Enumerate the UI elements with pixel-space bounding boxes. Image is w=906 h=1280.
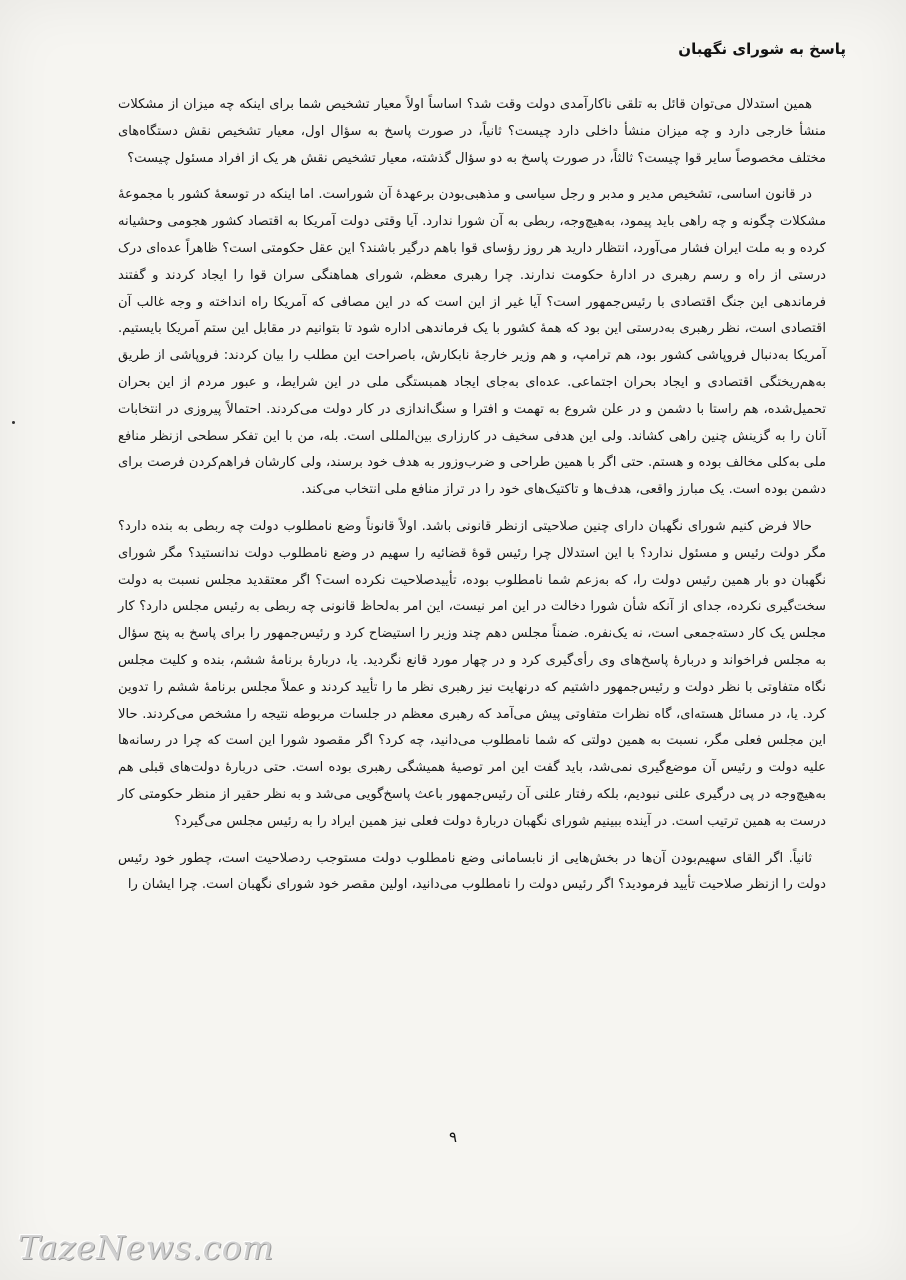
paragraph-2: در قانون اساسی، تشخیص مدیر و مدبر و رجل سیاسی و مذهبی‌بودن برعهدهٔ آن شوراست. اما اینکه در توسعهٔ کشور با مجموعهٔ مشکلات چگونه و چه راهی باید پیمود، به‌هیچ‌وجه، ربطی به آن شورا ندارد. آیا وقتی دولت آمریکا به اقتصاد کشور هجومی وحشیانه کرده و به ملت ایران فشار می‌آورد، انتظار دارید هر روز رؤسای قوا باهم درگیر باشند؟ این عقل حکومتی است؟ ظاهراً عده‌ای درک درستی از راه و رسم رهبری در ادارهٔ حکومت ندارند. چرا رهبری معظم، شورای هماهنگی سران قوا را ایجاد کردند و گفتند فرماندهی این جنگ اقتصادی با رئیس‌جمهور است؟ آیا غیر از این است که در این مصافی که آمریکا راه انداخته و وجه غالب آن اقتصادی است، نظر رهبری به‌درستی این بود که همهٔ کشور با یک فرماندهی اداره شود تا بتوانیم در مقابل این ستم آمریکا بایستیم. آمریکا به‌دنبال فروپاشی کشور بود، هم ترامپ، و هم وزیر خارجهٔ نابکارش، باصراحت این مطلب را بیان کردند: فروپاشی از طریق به‌هم‌ریختگی اقتصادی و ایجاد بحران اجتماعی. عده‌ای به‌جای ایجاد همبستگی ملی در این شرایط، و عبور مردم از این بحران تحمیل‌شده، هم راستا با دشمن و در علن شروع به تهمت و افترا و سنگ‌اندازی در کار دولت می‌کردند. احتمالاً پیروزی در انتخابات آنان را به گزینش چنین راهی کشاند. ولی این هدفی سخیف در کارزاری بین‌المللی است. بله، من با این تفکر سطحی ازنظر منافع ملی به‌کلی مخالف بوده و هستم. حتی اگر با همین طراحی و ضرب‌وزور به هدف خود برسند، ولی کارشان فراهم‌کردن فرصت برای دشمن بوده است. یک مبارز واقعی، هدف‌ها و تاکتیک‌های خود را در تراز منافع ملی انتخاب می‌کند.: [118, 187, 826, 498]
watermark-logo: TazeNews.com: [18, 1228, 274, 1267]
paragraph-3: حالا فرض کنیم شورای نگهبان دارای چنین صلاحیتی ازنظر قانونی باشد. اولاً قانوناً وضع نامطلوب دولت چه ربطی به بنده دارد؟ مگر دولت رئیس و مسئول ندارد؟ با این استدلال چرا رئیس قوهٔ قضائیه را سهیم در وضع نامطلوب دولت ندانستید؟ مگر شورای نگهبان دو بار همین رئیس دولت را، که به‌زعم شما نامطلوب بوده، تأییدصلاحیت نکرده است؟ اگر معتقدید مجلس نسبت به دولت سخت‌گیری نکرده، جدای از آنکه شأن شورا دخالت در این امر نیست، این امر به‌لحاظ قانونی چه ربطی به رئیس مجلس دارد؟ کار مجلس یک کار دسته‌جمعی است، نه یک‌نفره. ضمناً مجلس دهم چند وزیر را استیضاح کرد و رئیس‌جمهور را برای پاسخ به پنج سؤال به مجلس فراخواند و دربارهٔ پاسخ‌های وی رأی‌گیری کرد و در چهار مورد قانع نگردید. یا، دربارهٔ برنامهٔ ششم، بنده و کلیت مجلس نگاه متفاوتی با نظر دولت و رئیس‌جمهور داشتیم که درنهایت نیز رهبری نظر ما را تأیید کردند و عملاً مجلس برنامهٔ ششم را تدوین کرد. یا، در مسائل هسته‌ای، گاه نظرات متفاوتی پیش می‌آمد که رهبری معظم در جلسات مربوطه نتیجه را مشخص می‌کردند. حالا این مجلس فعلی مگر، نسبت به همین دولتی که شما نامطلوب می‌دانید، چه کرد؟ اگر مقصود شورا این است که چرا در رسانه‌ها علیه دولت و رئیس آن موضع‌گیری نمی‌شد، باید گفت این امر توصیهٔ همیشگی رهبری بوده است. حتی دربارهٔ دولت‌های قبلی هم به‌هیچ‌وجه در پی درگیری علنی نبودیم، بلکه رفتار علنی آن رئیس‌جمهور باعث پاسخ‌گویی می‌شد و به نظر حقیر از منظر حکومتی کار درست به همین ترتیب است. در آینده ببینیم شورای نگهبان دربارهٔ دولت فعلی نیز همین ایراد را به رئیس مجلس می‌گیرد؟: [118, 518, 826, 829]
paragraph-4: ثانیاً. اگر القای سهیم‌بودن آن‌ها در بخش‌هایی از نابسامانی وضع نامطلوب دولت مستوجب ردصلاحیت است، چطور خود رئیس دولت را ازنظر صلاحیت تأیید فرمودید؟ اگر رئیس دولت را نامطلوب می‌دانید، اولین مقصر خود شورای نگهبان است. چرا ایشان را: [118, 850, 826, 893]
margin-dot: [12, 421, 15, 424]
running-header: پاسخ به شورای نگهبان: [678, 40, 846, 58]
page-number: ۹: [448, 1128, 458, 1146]
body-text: [118, 92, 826, 899]
paragraph-1: همین استدلال می‌توان قائل به تلقی ناکارآمدی دولت وقت شد؟ اساساً اولاً معیار تشخیص شما برای اینکه چه میزان از مشکلات منشأ خارجی دارد و چه میزان منشأ داخلی دارد چیست؟ ثانیاً، در صورت پاسخ به سؤال اول، معیار تشخیص نقش دستگاه‌های مختلف مخصوصاً سایر قوا چیست؟ ثالثاً، در صورت پاسخ به دو سؤال گذشته، معیار تشخیص نقش هر یک از افراد مسئول چیست؟: [118, 97, 826, 166]
